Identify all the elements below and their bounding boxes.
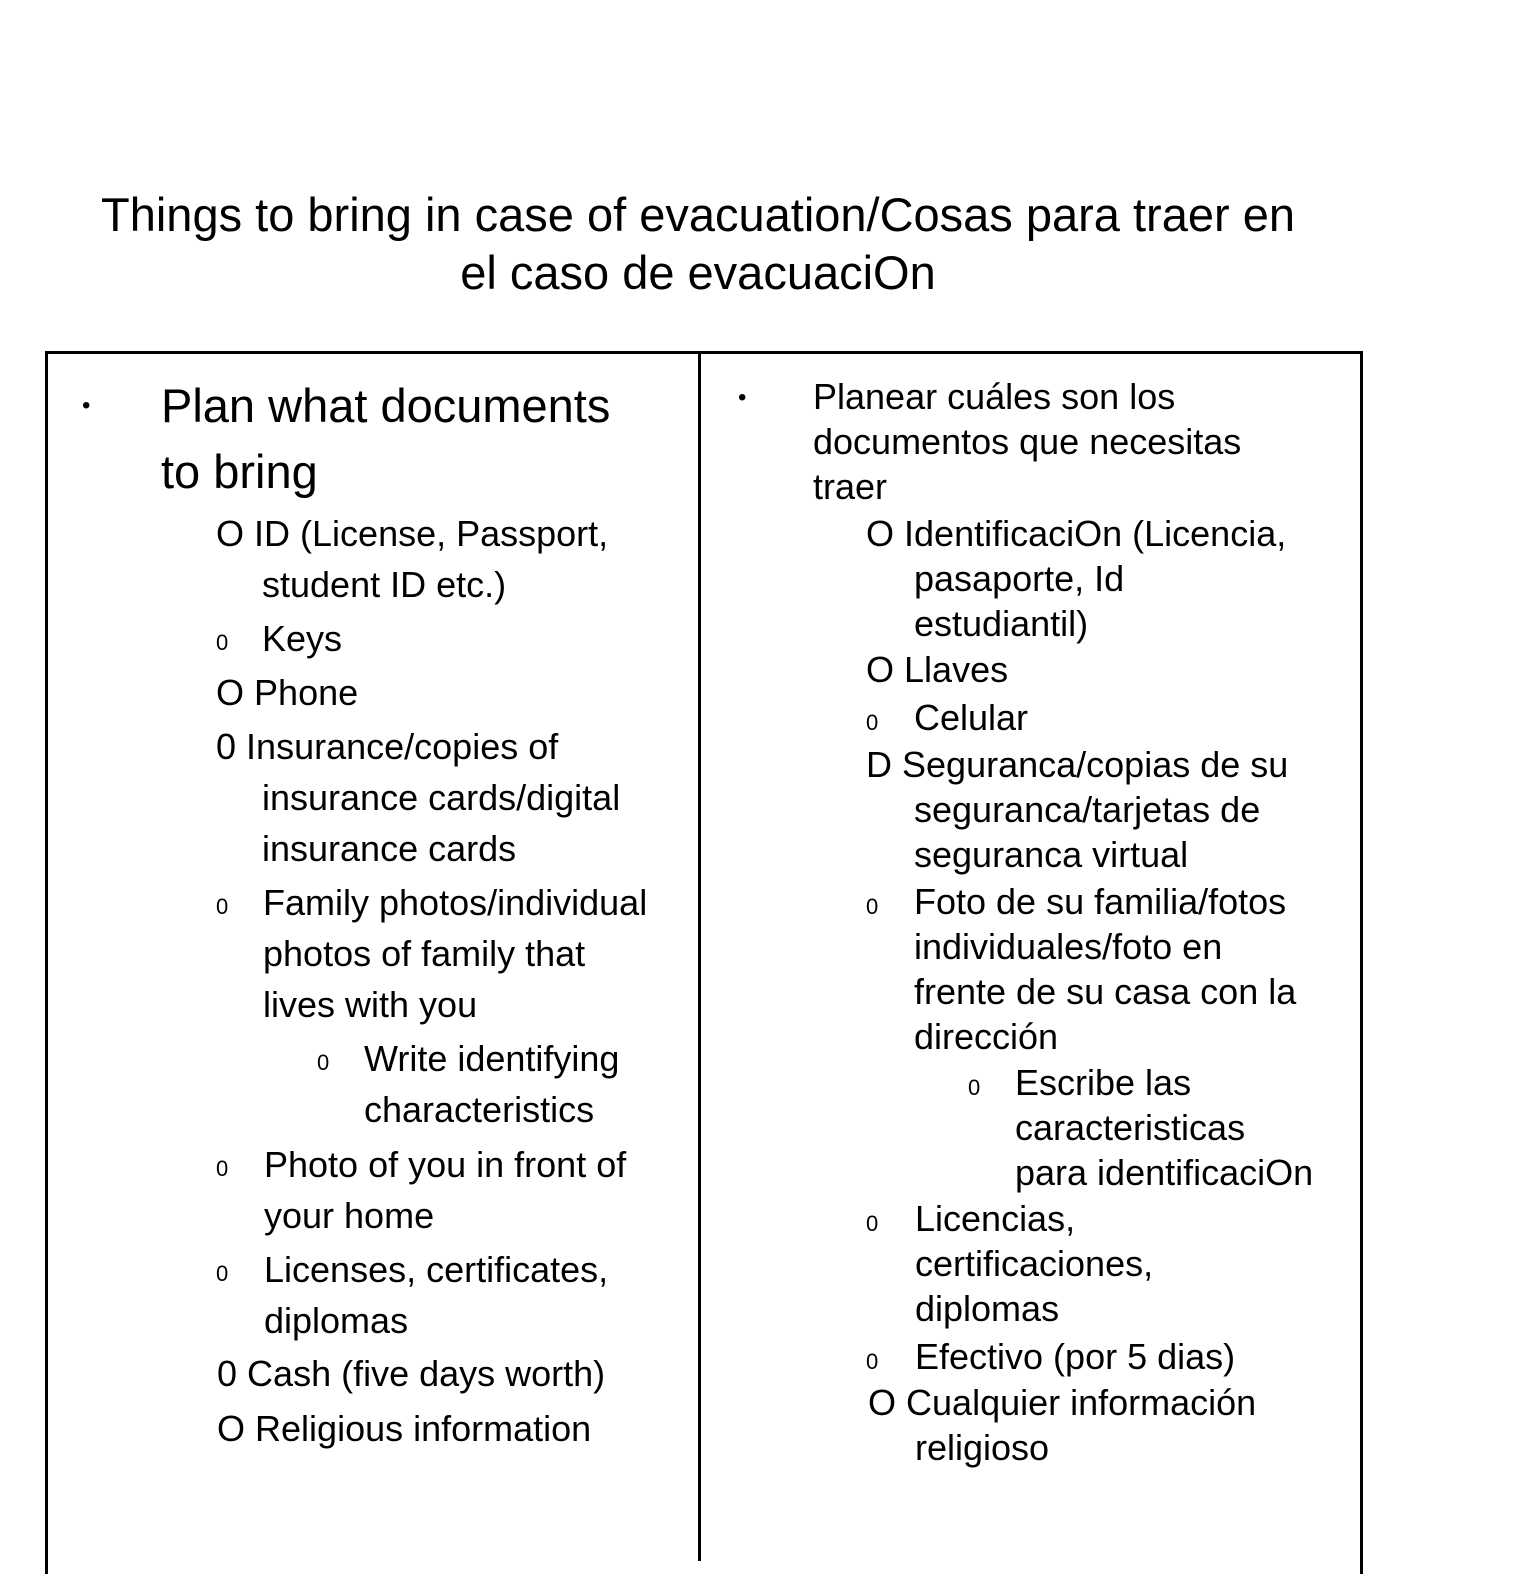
spanish-heading-line-3: traer xyxy=(813,466,888,507)
english-item-religious xyxy=(217,1403,591,1454)
list-marker: 0 xyxy=(866,710,879,735)
list-item-text: diplomas xyxy=(915,1288,1060,1329)
list-item-text: diplomas xyxy=(264,1300,409,1341)
list-marker: 0 xyxy=(317,1050,330,1075)
list-marker: 0 xyxy=(216,726,237,767)
english-heading-line-2: to bring xyxy=(161,445,318,498)
spanish-heading-line-1: Planear cuáles son los xyxy=(813,376,1176,417)
list-item-text: Seguranca/copias de su xyxy=(902,744,1289,785)
list-marker: 0 xyxy=(216,894,229,919)
list-marker: 0 xyxy=(968,1075,981,1100)
list-item-text: characteristics xyxy=(364,1089,595,1130)
spanish-heading-line-2: documentos que necesitas xyxy=(813,421,1242,462)
spanish-item-family-photos xyxy=(914,879,1296,1059)
list-marker: 0 xyxy=(216,630,229,655)
english-heading xyxy=(161,373,610,505)
list-item-text: Insurance/copies of xyxy=(246,726,559,767)
list-marker: D xyxy=(866,744,892,785)
list-marker: O xyxy=(217,1408,246,1449)
list-item-text: Photo of you in front of xyxy=(264,1144,627,1185)
list-item-text: dirección xyxy=(914,1016,1059,1057)
list-item-text: Religious information xyxy=(255,1408,592,1449)
list-item-text: lives with you xyxy=(263,984,478,1025)
list-item-text: Licenses, certificates, xyxy=(264,1249,609,1290)
english-bullet: • xyxy=(82,392,91,419)
spanish-item-phone: Celular xyxy=(914,697,1029,738)
list-item-text: certificaciones, xyxy=(915,1243,1154,1284)
list-item-text: Cualquier información xyxy=(906,1382,1257,1423)
english-item-home-photo xyxy=(264,1139,626,1241)
spanish-item-keys xyxy=(866,647,1008,692)
list-item-text: seguranca virtual xyxy=(914,834,1189,875)
list-item-text: pasaporte, Id xyxy=(914,558,1125,599)
spanish-heading xyxy=(813,374,1241,509)
spanish-bullet: • xyxy=(738,384,747,411)
english-heading-line-1: Plan what documents xyxy=(161,379,611,432)
list-marker: 0 xyxy=(866,1349,879,1374)
list-item-text: Foto de su familia/fotos xyxy=(914,881,1287,922)
english-item-insurance xyxy=(216,721,620,874)
list-item-text: Write identifying xyxy=(364,1038,620,1079)
list-item-text: frente de su casa con la xyxy=(914,971,1297,1012)
list-item-text: insurance cards/digital xyxy=(262,777,621,818)
list-marker: 0 xyxy=(217,1353,238,1394)
list-item-text: religioso xyxy=(915,1427,1050,1468)
list-marker: 0 xyxy=(216,1261,229,1286)
spanish-item-id xyxy=(866,511,1286,646)
spanish-item-characteristics xyxy=(1015,1060,1313,1195)
list-item-text: caracteristicas xyxy=(1015,1107,1246,1148)
page-title xyxy=(40,186,1356,302)
list-item-text: para identificaciOn xyxy=(1015,1152,1314,1193)
english-item-keys: Keys xyxy=(262,618,343,659)
list-item-text: Escribe las xyxy=(1015,1062,1192,1103)
column-divider xyxy=(698,351,701,1561)
list-item-text: your home xyxy=(264,1195,435,1236)
list-item-text: Family photos/individual xyxy=(263,882,648,923)
list-item-text: ID (License, Passport, xyxy=(254,513,609,554)
english-item-family-photos xyxy=(263,877,647,1030)
english-item-licenses xyxy=(264,1244,608,1346)
list-marker: O xyxy=(216,513,245,554)
title-line-2: el caso de evacuaciOn xyxy=(460,246,936,299)
list-marker: O xyxy=(866,513,895,554)
spanish-item-religious xyxy=(868,1380,1256,1470)
list-marker: O xyxy=(868,1382,897,1423)
list-item-text: estudiantil) xyxy=(914,603,1089,644)
list-item-text: Llaves xyxy=(904,649,1009,690)
list-marker: O xyxy=(216,672,245,713)
list-marker: O xyxy=(866,649,895,690)
english-item-cash xyxy=(217,1348,605,1399)
english-item-characteristics xyxy=(364,1033,619,1135)
list-item-text: seguranca/tarjetas de xyxy=(914,789,1261,830)
list-marker: 0 xyxy=(866,894,879,919)
english-item-id xyxy=(216,508,608,610)
spanish-item-licenses xyxy=(915,1196,1153,1331)
list-item-text: insurance cards xyxy=(262,828,517,869)
list-item-text: student ID etc.) xyxy=(262,564,507,605)
list-marker: 0 xyxy=(866,1211,879,1236)
spanish-item-cash: Efectivo (por 5 dias) xyxy=(915,1336,1236,1377)
list-item-text: individuales/foto en xyxy=(914,926,1223,967)
title-line-1: Things to bring in case of evacuation/Cosas para traer en xyxy=(101,188,1295,241)
spanish-item-insurance xyxy=(866,742,1288,877)
list-item-text: Phone xyxy=(254,672,359,713)
list-item-text: IdentificaciOn (Licencia, xyxy=(904,513,1287,554)
english-item-phone xyxy=(216,667,358,718)
list-marker: 0 xyxy=(216,1156,229,1181)
list-item-text: Licencias, xyxy=(915,1198,1076,1239)
list-item-text: Cash (five days worth) xyxy=(247,1353,606,1394)
list-item-text: photos of family that xyxy=(263,933,586,974)
